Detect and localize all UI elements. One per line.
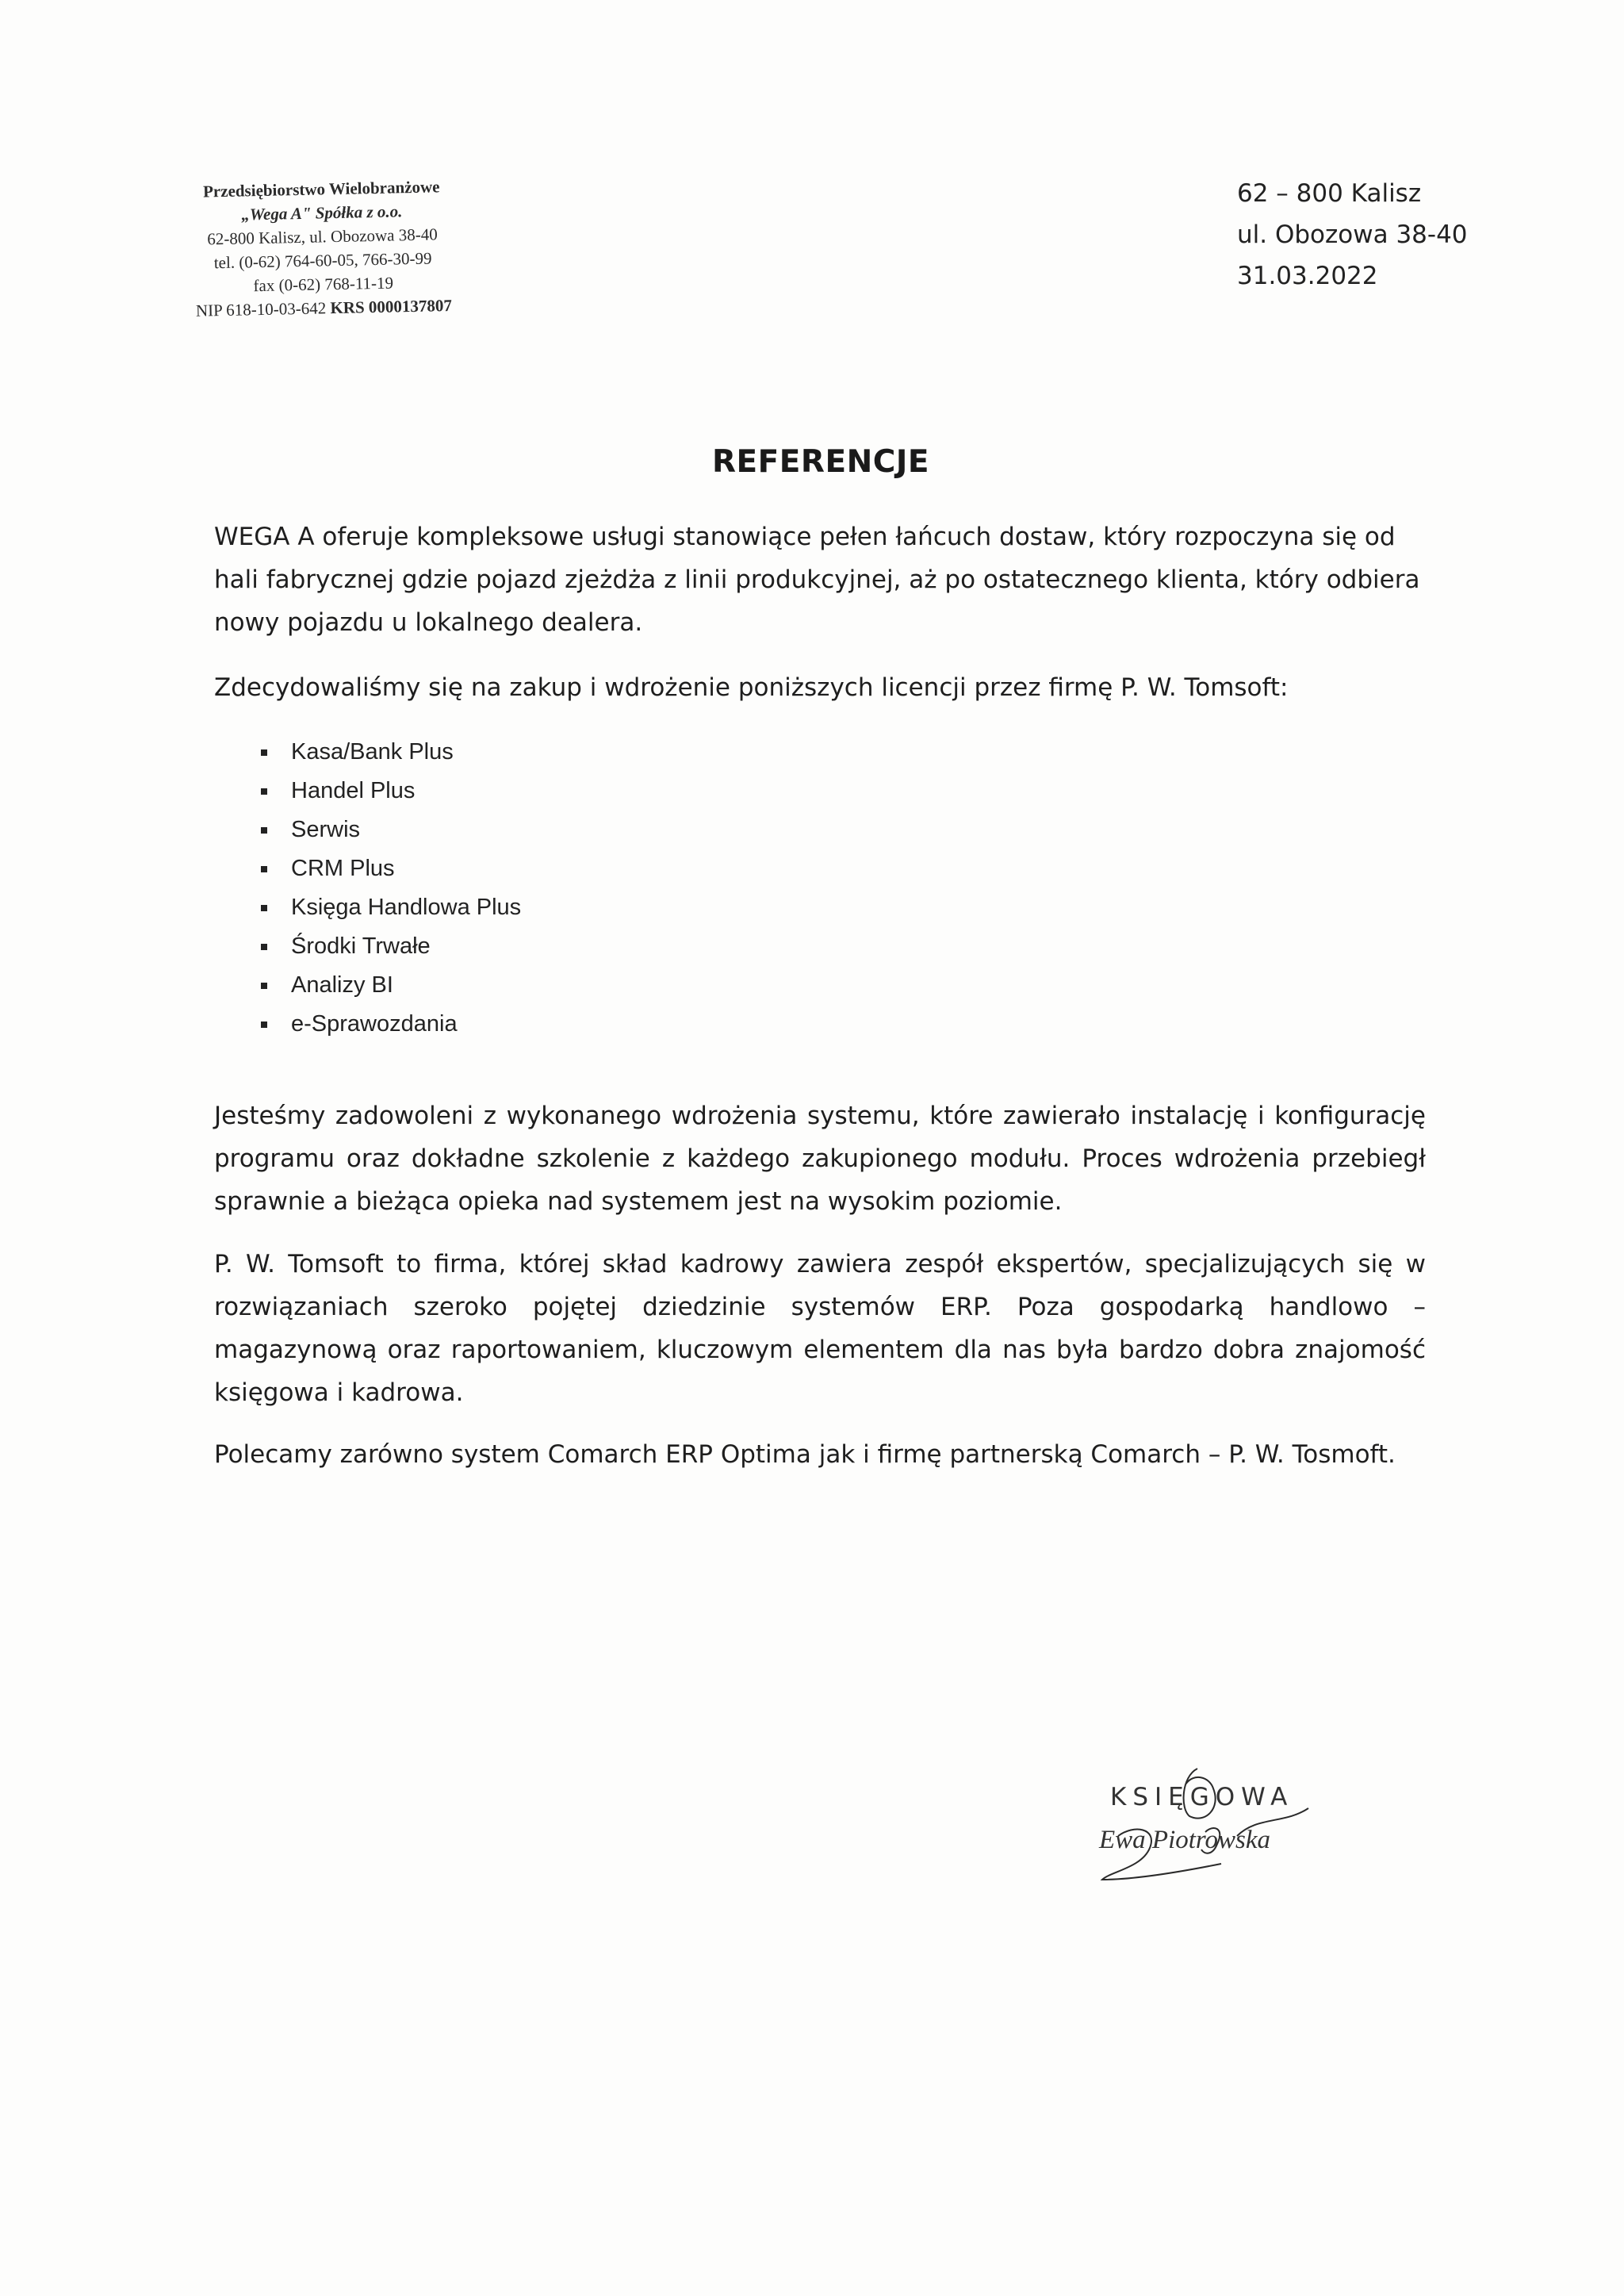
module-item: Analizy BI xyxy=(258,966,521,1005)
module-item: Serwis xyxy=(258,811,521,849)
stamp-company-name: „Wega A" Spółka z o.o. xyxy=(241,201,403,224)
module-item: Środki Trwałe xyxy=(258,927,521,966)
paragraph-decision: Zdecydowaliśmy się na zakup i wdrożenie poniższych licencji przez firmę P. W. Tomsoft: xyxy=(214,673,1289,702)
signature-role: KSIĘGOWA xyxy=(1110,1783,1294,1811)
module-item: Handel Plus xyxy=(258,772,521,811)
paragraph-recommendation: Polecamy zarówno system Comarch ERP Optima jak i firmę partnerską Comarch – P. W. Tosmoft. xyxy=(214,1440,1396,1469)
stamp-company-type: Przedsiębiorstwo Wielobranżowe xyxy=(202,177,440,201)
header-date: 31.03.2022 xyxy=(1237,262,1378,290)
company-stamp xyxy=(147,174,499,324)
header-city: 62 – 800 Kalisz xyxy=(1237,179,1422,208)
module-list xyxy=(258,733,521,1044)
stamp-krs: KRS 0000137807 xyxy=(330,295,453,318)
header-street: ul. Obozowa 38-40 xyxy=(1237,220,1468,249)
place-and-date xyxy=(1237,173,1468,297)
stamp-address: 62-800 Kalisz, ul. Obozowa 38-40 xyxy=(207,224,438,249)
module-item: e-Sprawozdania xyxy=(258,1005,521,1044)
module-item: Księga Handlowa Plus xyxy=(258,888,521,927)
signature-name: Ewa Piotrowska xyxy=(1099,1826,1271,1854)
handwritten-signature xyxy=(1086,1761,1324,1895)
stamp-nip: NIP 618-10-03-642 xyxy=(195,298,327,320)
module-item: Kasa/Bank Plus xyxy=(258,733,521,772)
module-item: CRM Plus xyxy=(258,849,521,888)
stamp-phone: tel. (0-62) 764-60-05, 766-30-99 xyxy=(213,248,432,273)
stamp-fax: fax (0-62) 768-11-19 xyxy=(253,273,394,296)
signature-stamp xyxy=(1086,1761,1324,1895)
paragraph-company: P. W. Tomsoft to firma, której skład kadrowy zawiera zespół ekspertów, specjalizujących się w rozwiązaniach szeroko pojętej dziedzinie systemów ERP. Poza gospodarką handlowo – magazynową oraz raportowaniem, kluczowym elementem dla nas była bardzo dobra znajomość księgowa i kadrowa. xyxy=(214,1250,1426,1407)
paragraph-satisfaction: Jesteśmy zadowoleni z wykonanego wdrożenia systemu, które zawierało instalację i konfigurację programu oraz dokładne szkolenie z każdego zakupionego modułu. Proces wdrożenia przebiegł sprawnie a bieżąca opieka nad systemem jest na wysokim poziomie. xyxy=(214,1102,1426,1216)
document-title: REFERENCJE xyxy=(711,444,930,480)
paragraph-intro: WEGA A oferuje kompleksowe usługi stanowiące pełen łańcuch dostaw, który rozpoczyna się od hali fabrycznej gdzie pojazd zjeżdża z linii produkcyjnej, aż po ostatecznego klienta, który odbiera nowy pojazdu u lokalnego dealera. xyxy=(214,523,1420,637)
